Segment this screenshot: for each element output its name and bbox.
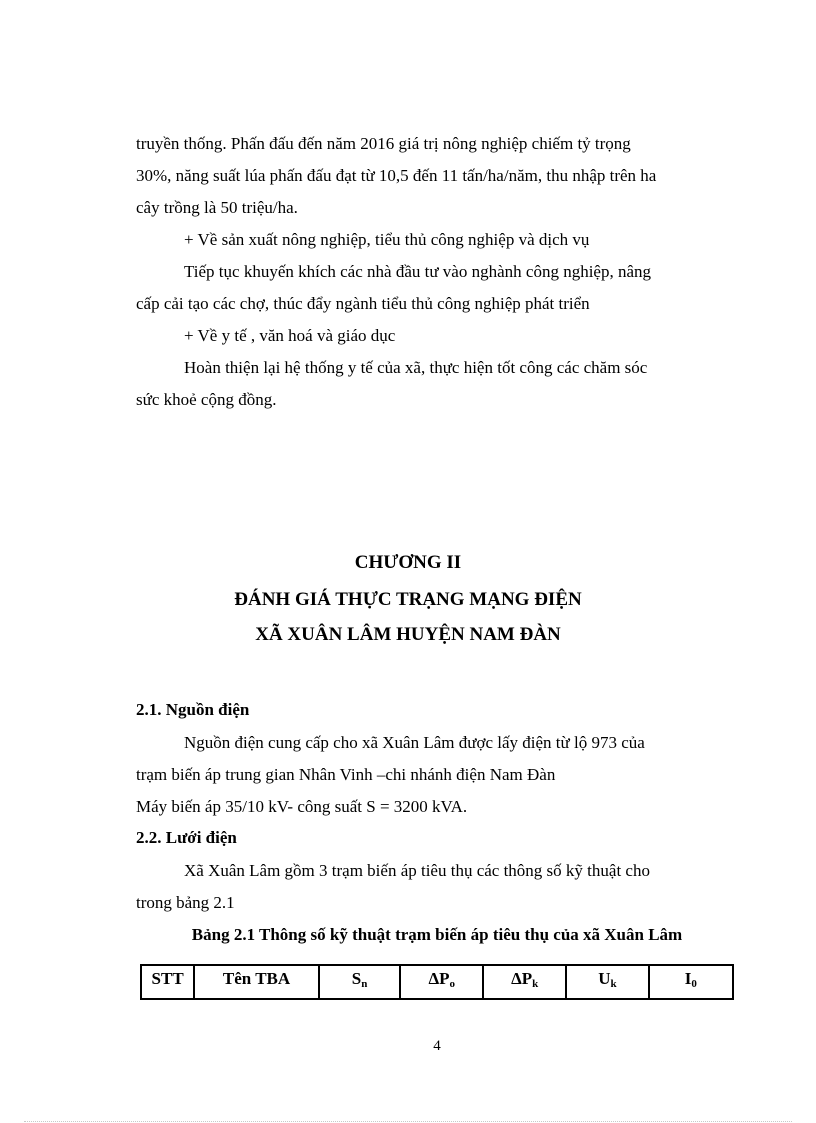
header-cell-name: [194, 965, 319, 999]
header-subscript: n: [361, 978, 368, 990]
header-subscript: 0: [691, 978, 697, 990]
transformer-spec-table: [140, 964, 734, 1000]
text-line: cấp cải tạo các chợ, thúc đẩy ngành tiểu thủ công nghiệp phát triển: [136, 294, 590, 313]
paragraph-development-goals: [136, 128, 738, 224]
header-main: STT: [151, 969, 184, 988]
header-main: U: [598, 969, 611, 988]
text-line: trong bảng 2.1: [136, 893, 235, 912]
transformer-note: Máy biến áp 35/10 kV- công suất S = 3200 kVA.: [136, 797, 468, 816]
table-header-row: [141, 965, 733, 999]
header-cell-sn: [319, 965, 401, 999]
header-subscript: k: [532, 978, 539, 990]
text-line: 30%, năng suất lúa phấn đấu đạt từ 10,5 đến 11 tấn/ha/năm, thu nhập trên ha: [136, 166, 657, 185]
chapter-title-line-2: XÃ XUÂN LÂM HUYỆN NAM ĐÀN: [255, 624, 561, 645]
header-main: S: [351, 969, 362, 988]
text-line: Xã Xuân Lâm gồm 3 trạm biến áp tiêu thụ các thông số kỹ thuật cho: [184, 861, 650, 880]
text-line: Nguồn điện cung cấp cho xã Xuân Lâm được lấy điện từ lộ 973 của: [184, 733, 645, 752]
list-item-health: + Về y tế , văn hoá và giáo dục: [184, 326, 396, 345]
chapter-title-line-1: ĐÁNH GIÁ THỰC TRẠNG MẠNG ĐIỆN: [234, 589, 582, 610]
text-line: trạm biến áp trung gian Nhân Vinh –chi nhánh điện Nam Đàn: [136, 765, 556, 784]
table-caption: Bảng 2.1 Thông số kỹ thuật trạm biến áp tiêu thụ của xã Xuân Lâm: [191, 925, 683, 944]
section-heading-grid: 2.2. Lưới điện: [136, 828, 237, 847]
header-main: ΔP: [511, 969, 533, 988]
paragraph-power-source: [136, 727, 738, 791]
header-main: I: [684, 969, 692, 988]
chapter-number: CHƯƠNG II: [354, 552, 462, 573]
text-line: cây trồng là 50 triệu/ha.: [136, 198, 298, 217]
text-line: Hoàn thiện lại hệ thống y tế của xã, thực hiện tốt công các chăm sóc: [184, 358, 648, 377]
list-item-agriculture: + Về sản xuất nông nghiệp, tiểu thủ công nghiệp và dịch vụ: [184, 230, 590, 249]
header-subscript: k: [610, 978, 617, 990]
header-cell-uk: [566, 965, 649, 999]
page-bottom-divider: [24, 1121, 792, 1122]
paragraph-health: [136, 352, 738, 416]
paragraph-grid: [136, 855, 738, 919]
paragraph-industry: [136, 256, 738, 320]
header-subscript: o: [449, 978, 456, 990]
page-number: 4: [433, 1038, 441, 1054]
text-line: Tiếp tục khuyến khích các nhà đầu tư vào nghành công nghiệp, nâng: [184, 262, 652, 281]
header-main: Tên TBA: [222, 969, 291, 988]
header-cell-dpk: [483, 965, 566, 999]
header-main: ΔP: [428, 969, 450, 988]
section-heading-power-source: 2.1. Nguồn điện: [136, 700, 250, 719]
text-line: sức khoẻ cộng đồng.: [136, 390, 277, 409]
header-cell-stt: [141, 965, 194, 999]
header-cell-i0: [649, 965, 733, 999]
header-cell-dpo: [400, 965, 483, 999]
text-line: truyền thống. Phấn đấu đến năm 2016 giá trị nông nghiệp chiếm tỷ trọng: [136, 134, 631, 153]
